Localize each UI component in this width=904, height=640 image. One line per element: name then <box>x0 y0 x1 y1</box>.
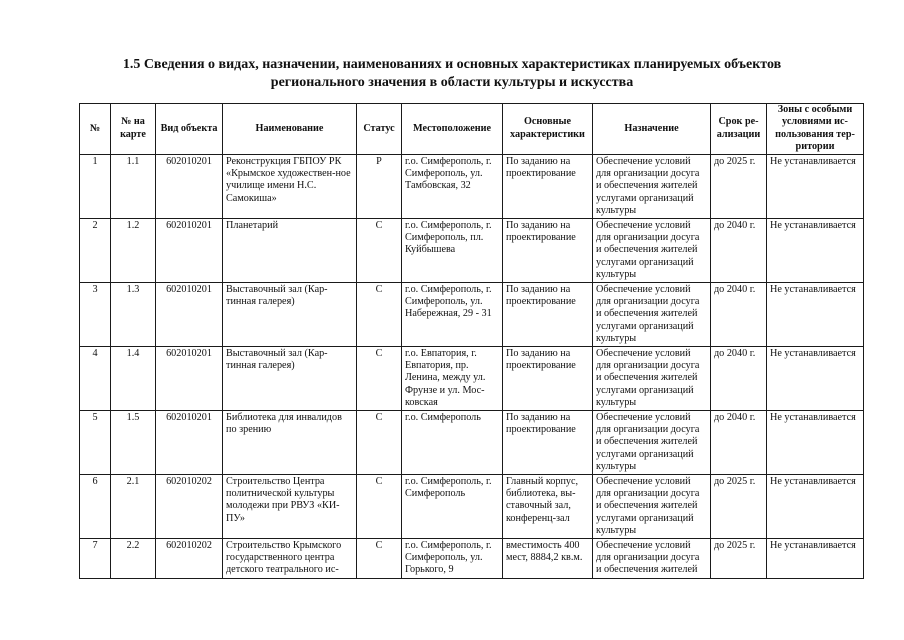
object-type-cell-text: 602010202 <box>166 475 212 487</box>
object-type-cell-text: 602010201 <box>166 219 212 231</box>
purpose-cell <box>593 410 711 474</box>
purpose-cell <box>593 218 711 282</box>
zones-cell-text: Не устанавливается <box>770 475 856 487</box>
row-number-cell-text: 3 <box>92 283 98 295</box>
header-cell: Местоположение <box>402 104 503 155</box>
zones-cell-text: Не устанавливается <box>770 219 856 231</box>
title-line-1: 1.5 Сведения о видах, назначении, наименованиях и основных характеристиках планируемых объектов <box>122 57 782 72</box>
features-cell <box>503 282 593 346</box>
map-number-cell-text: 1.4 <box>126 347 140 359</box>
object-name-cell-text: Выставочный зал (Кар-тинная галерея) <box>226 347 328 372</box>
object-type-cell <box>156 538 223 578</box>
zones-cell-text: Не устанавливается <box>770 539 856 551</box>
zones-cell-text: Не устанавливается <box>770 155 856 167</box>
zones-cell <box>767 154 864 218</box>
purpose-cell <box>593 474 711 538</box>
object-type-cell <box>156 154 223 218</box>
location-cell <box>402 218 503 282</box>
object-name-cell <box>223 410 357 474</box>
object-type-cell-text: 602010202 <box>166 539 212 551</box>
term-cell-text: до 2025 г. <box>714 155 756 167</box>
map-number-cell-text: 1.3 <box>126 283 140 295</box>
location-cell-text: г.о. Симферополь, г. Симферополь, ул. Тамбовская, 32 <box>405 155 492 192</box>
map-number-cell-text: 1.5 <box>126 411 140 423</box>
object-type-cell-text: 602010201 <box>166 411 212 423</box>
status-cell-text: С <box>375 475 383 487</box>
object-name-cell-text: Библиотека для инвалидов по зрению <box>226 411 342 436</box>
status-cell-text: С <box>375 411 383 423</box>
object-type-cell-text: 602010201 <box>166 155 212 167</box>
zones-cell-text: Не устанавливается <box>770 283 856 295</box>
row-number-cell-text: 1 <box>92 155 98 167</box>
features-cell <box>503 410 593 474</box>
location-cell <box>402 538 503 578</box>
status-cell-text: С <box>375 283 383 295</box>
location-cell <box>402 346 503 410</box>
features-cell <box>503 346 593 410</box>
status-cell-text: Р <box>376 155 382 167</box>
row-number-cell <box>80 410 111 474</box>
object-name-cell <box>223 218 357 282</box>
map-number-cell-text: 2.2 <box>126 539 140 551</box>
object-name-cell-text: Реконструкция ГБПОУ РК «Крымское художествен-ное училище имени Н.С. Самокиша» <box>226 155 351 204</box>
status-cell <box>357 282 402 346</box>
location-cell-text: г.о. Симферополь, г. Симферополь, ул. Горького, 9 <box>405 539 492 576</box>
term-cell-text: до 2025 г. <box>714 475 756 487</box>
status-cell <box>357 218 402 282</box>
header-cell: № <box>80 104 111 155</box>
object-type-cell <box>156 474 223 538</box>
header-cell: № на карте <box>111 104 156 155</box>
header-cell: Назначение <box>593 104 711 155</box>
term-cell-text: до 2040 г. <box>714 347 756 359</box>
purpose-cell-text: Обеспечение условий для организации досуга и обеспечения жителей услугами организаций культуры <box>596 347 700 409</box>
object-name-cell <box>223 538 357 578</box>
map-number-cell-text: 1.1 <box>126 155 140 167</box>
status-cell-text: С <box>375 219 383 231</box>
purpose-cell-text: Обеспечение условий для организации досуга и обеспечения жителей услугами организаций культуры <box>596 283 700 345</box>
features-cell-text: вместимость 400 мест, 8884,2 кв.м. <box>506 539 583 564</box>
row-number-cell-text: 5 <box>92 411 98 423</box>
purpose-cell-text: Обеспечение условий для организации досуга и обеспечения жителей услугами организаций культуры <box>596 155 700 217</box>
status-cell <box>357 474 402 538</box>
purpose-cell <box>593 346 711 410</box>
header-cell: Зоны с особыми условиями ис-пользования тер-ритории <box>767 104 864 155</box>
location-cell-text: г.о. Симферополь <box>405 411 481 423</box>
map-number-cell <box>111 282 156 346</box>
map-number-cell <box>111 346 156 410</box>
zones-cell-text: Не устанавливается <box>770 347 856 359</box>
row-number-cell-text: 4 <box>92 347 98 359</box>
map-number-cell <box>111 474 156 538</box>
features-cell-text: Главный корпус, библиотека, вы-ставочный зал, конференц-зал <box>506 475 579 524</box>
object-name-cell <box>223 282 357 346</box>
purpose-cell-text: Обеспечение условий для организации досуга и обеспечения жителей услугами организаций культуры <box>596 219 700 281</box>
header-cell: Статус <box>357 104 402 155</box>
zones-cell <box>767 538 864 578</box>
header-cell: Срок ре-ализации <box>711 104 767 155</box>
table-row <box>80 346 864 410</box>
object-type-cell <box>156 218 223 282</box>
table-body <box>80 154 864 578</box>
purpose-cell <box>593 282 711 346</box>
table-row <box>80 474 864 538</box>
features-cell <box>503 218 593 282</box>
purpose-cell <box>593 538 711 578</box>
purpose-cell <box>593 154 711 218</box>
zones-cell <box>767 282 864 346</box>
term-cell <box>711 474 767 538</box>
zones-cell <box>767 410 864 474</box>
header-cell: Вид объекта <box>156 104 223 155</box>
page-title <box>60 56 844 92</box>
features-cell <box>503 154 593 218</box>
table-row <box>80 410 864 474</box>
status-cell <box>357 346 402 410</box>
features-cell <box>503 474 593 538</box>
object-name-cell-text: Строительство Крымского государственного центра детского театрального ис- <box>226 539 342 576</box>
row-number-cell <box>80 282 111 346</box>
term-cell-text: до 2040 г. <box>714 411 756 423</box>
table-row <box>80 154 864 218</box>
map-number-cell <box>111 410 156 474</box>
term-cell <box>711 538 767 578</box>
location-cell-text: г.о. Евпатория, г. Евпатория, пр. Ленина, между ул. Фрунзе и ул. Мос-ковская <box>405 347 486 409</box>
object-type-cell <box>156 282 223 346</box>
row-number-cell <box>80 218 111 282</box>
object-type-cell-text: 602010201 <box>166 347 212 359</box>
features-cell <box>503 538 593 578</box>
term-cell <box>711 218 767 282</box>
location-cell-text: г.о. Симферополь, г. Симферополь, пл. Куйбышева <box>405 219 492 256</box>
object-name-cell <box>223 346 357 410</box>
zones-cell <box>767 474 864 538</box>
header-cell: Основные характеристики <box>503 104 593 155</box>
object-name-cell <box>223 154 357 218</box>
table-row <box>80 218 864 282</box>
features-cell-text: По заданию на проектирование <box>506 347 576 372</box>
status-cell <box>357 154 402 218</box>
zones-cell <box>767 346 864 410</box>
table-header-row <box>80 104 864 155</box>
object-name-cell-text: Планетарий <box>226 219 279 231</box>
header-cell: Наименование <box>223 104 357 155</box>
row-number-cell-text: 6 <box>92 475 98 487</box>
location-cell-text: г.о. Симферополь, г. Симферополь <box>405 475 492 500</box>
zones-cell-text: Не устанавливается <box>770 411 856 423</box>
row-number-cell <box>80 474 111 538</box>
table-row <box>80 282 864 346</box>
features-cell-text: По заданию на проектирование <box>506 219 576 244</box>
location-cell-text: г.о. Симферополь, г. Симферополь, ул. Набережная, 29 - 31 <box>405 283 492 320</box>
purpose-cell-text: Обеспечение условий для организации досуга и обеспечения жителей услугами организаций культуры <box>596 475 700 537</box>
object-name-cell-text: Строительство Центра политнической культуры молодежи при РВУЗ «КИ-ПУ» <box>226 475 340 524</box>
features-cell-text: По заданию на проектирование <box>506 411 576 436</box>
term-cell <box>711 346 767 410</box>
features-cell-text: По заданию на проектирование <box>506 155 576 180</box>
location-cell <box>402 154 503 218</box>
term-cell-text: до 2040 г. <box>714 283 756 295</box>
purpose-cell-text: Обеспечение условий для организации досуга и обеспечения жителей <box>596 539 700 576</box>
zones-cell <box>767 218 864 282</box>
map-number-cell-text: 1.2 <box>126 219 140 231</box>
map-number-cell <box>111 218 156 282</box>
row-number-cell-text: 7 <box>92 539 98 551</box>
objects-table <box>79 103 864 579</box>
term-cell <box>711 282 767 346</box>
purpose-cell-text: Обеспечение условий для организации досуга и обеспечения жителей услугами организаций культуры <box>596 411 700 473</box>
object-type-cell-text: 602010201 <box>166 283 212 295</box>
term-cell <box>711 154 767 218</box>
title-line-2: регионального значения в области культуры и искусства <box>270 75 634 90</box>
location-cell <box>402 410 503 474</box>
status-cell-text: С <box>375 347 383 359</box>
term-cell <box>711 410 767 474</box>
location-cell <box>402 474 503 538</box>
term-cell-text: до 2040 г. <box>714 219 756 231</box>
term-cell-text: до 2025 г. <box>714 539 756 551</box>
location-cell <box>402 282 503 346</box>
object-name-cell <box>223 474 357 538</box>
map-number-cell <box>111 154 156 218</box>
row-number-cell <box>80 538 111 578</box>
row-number-cell-text: 2 <box>92 219 98 231</box>
object-type-cell <box>156 346 223 410</box>
object-name-cell-text: Выставочный зал (Кар-тинная галерея) <box>226 283 328 308</box>
features-cell-text: По заданию на проектирование <box>506 283 576 308</box>
status-cell-text: С <box>375 539 383 551</box>
status-cell <box>357 410 402 474</box>
row-number-cell <box>80 346 111 410</box>
map-number-cell <box>111 538 156 578</box>
map-number-cell-text: 2.1 <box>126 475 140 487</box>
object-type-cell <box>156 410 223 474</box>
row-number-cell <box>80 154 111 218</box>
table-row <box>80 538 864 578</box>
status-cell <box>357 538 402 578</box>
